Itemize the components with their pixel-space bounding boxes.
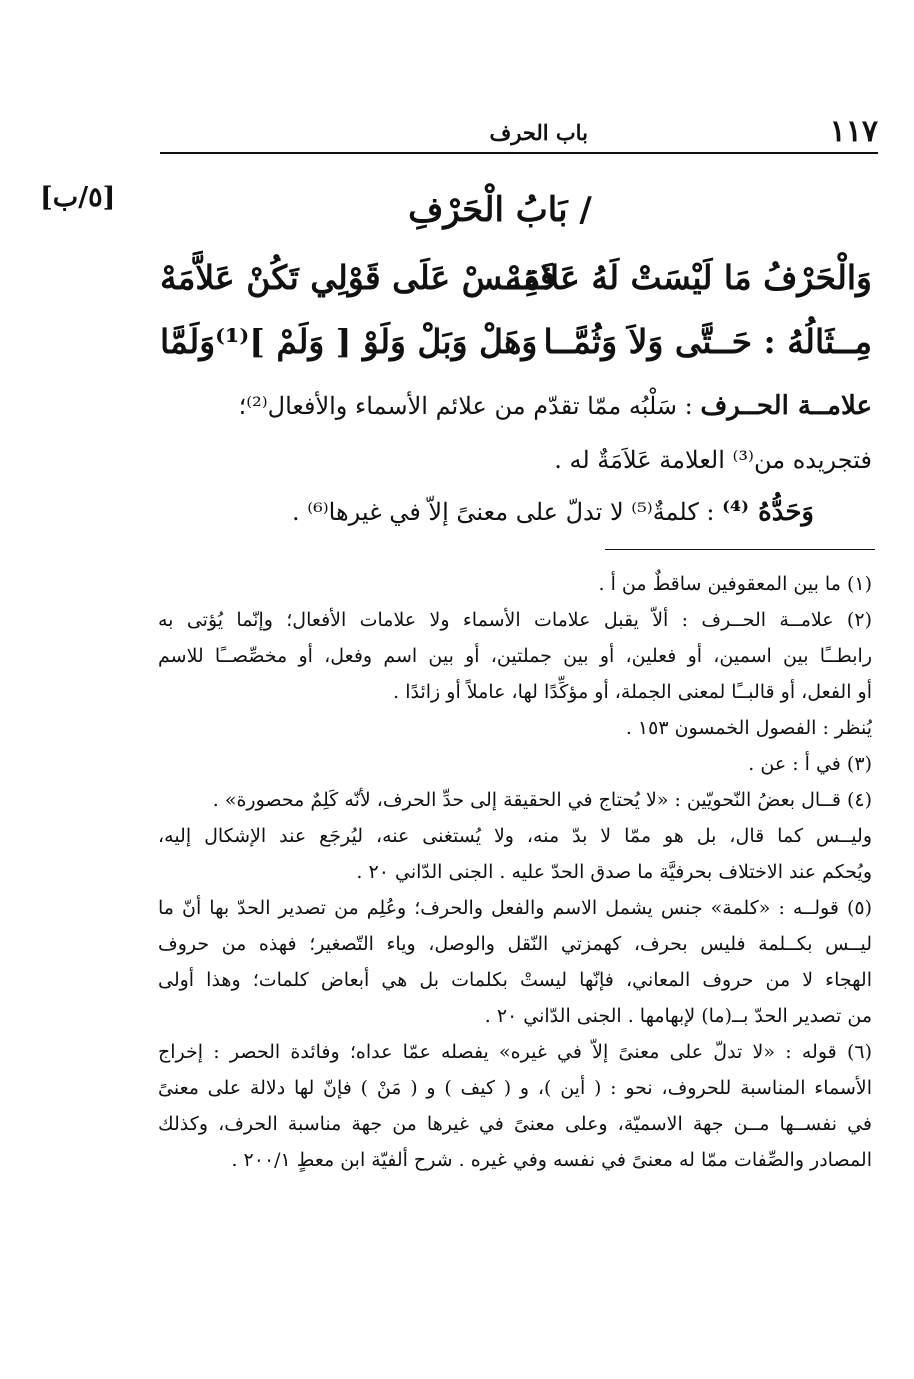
footnote-line: رابطــًا بين اسمين، أو فعلين، أو بين جملتين، أو بين اسم وفعل، أو مخصِّصــًا للاسم xyxy=(158,645,872,667)
body-paragraph-1 xyxy=(160,384,872,428)
footnote-line: (٤) قــال بعضُ النّحويّين : «لا يُحتاج في الحقيقة إلى حدِّ الحرف، لأنّه كَلِمٌ محصورة» . xyxy=(212,789,872,811)
footnote-line: أو الفعل، أو قالبــًا لمعنى الجملة، أو مؤكِّدًا لها، عاملاً أو زائدًا . xyxy=(393,681,872,703)
verse-1-second-hemistich: فَقِــسْ عَلَى قَوْلِي تَكُنْ عَلاَّمَهْ xyxy=(160,258,556,297)
body-3-lead: وَحَدُّهُ ⁽⁴⁾ xyxy=(722,497,814,527)
body-2-text: فتجريده من⁽³⁾ العلامة عَلاَمَةٌ له . xyxy=(554,446,872,474)
verse-2-first-hemistich: مِــثَالُهُ : حَــتَّى وَلاَ وَثُمَّــا xyxy=(543,322,872,361)
footnote-line: (٦) قوله : «لا تدلّ على معنىً إلاّ في غيره» يفصله عمّا عداه؛ وفائدة الحصر : إخراج xyxy=(158,1041,872,1063)
footnote-line: (١) ما بين المعقوفين ساقطٌ من أ . xyxy=(598,573,872,595)
footnote-line: من تصدير الحدّ بــ(ما) لإبهامها . الجنى الدّاني ٢٠ . xyxy=(484,1005,872,1027)
verse-2-second-hemistich: وَهَلْ وَبَلْ وَلَوْ [ وَلَمْ ]⁽¹⁾وَلَمَّا xyxy=(160,322,538,361)
footnotes xyxy=(158,566,872,1178)
body-3-text: : كلمةٌ⁽⁵⁾ لا تدلّ على معنىً إلاّ في غيرها⁽⁶⁾ . xyxy=(292,498,723,526)
verse-1-first-hemistich: وَالْحَرْفُ مَا لَيْسَتْ لَهُ عَلامَهْ xyxy=(505,258,872,297)
footnote-line: المصادر والصِّفات ممّا له معنىً في نفسه وفي غيره . شرح ألفيّة ابن معطٍ ٢٠٠/١ . xyxy=(231,1149,872,1171)
footnote-line: وليــس كما قال، بل هو ممّا لا بدّ منه، ولا يُستغنى عنه، ليُرجَع عند الإشكال إليه، xyxy=(158,825,872,847)
body-1-lead: علامــة الحــرف xyxy=(700,391,872,421)
footnote-line: يُنظر : الفصول الخمسون ١٥٣ . xyxy=(625,717,872,739)
footnote-separator xyxy=(605,549,875,550)
footnote-line: ويُحكم عند الاختلاف بحرفيَّة ما صدق الحدّ عليه . الجنى الدّاني ٢٠ . xyxy=(356,861,872,883)
running-title: باب الحرف xyxy=(489,120,588,145)
footnote-line: في نفســها مــن جهة الاسميّة، وعلى معنىً في غيرها من جهة مناسبة الحرف، وكذلك xyxy=(158,1113,872,1135)
page-number: ١١٧ xyxy=(829,114,878,149)
chapter-title: / بَابُ الْحَرْفِ xyxy=(408,190,592,230)
footnote-line: (٣) في أ : عن . xyxy=(748,753,872,775)
verse-line-2 xyxy=(160,322,872,376)
footnote-line: الأسماء المناسبة للحروف، نحو : ( أين )، و ( كيف ) و ( مَنْ ) فإنّ لها دلالة على معنىً xyxy=(158,1077,872,1099)
folio-marker: [٥/ب] xyxy=(40,182,116,213)
body-paragraph-2 xyxy=(160,438,872,482)
running-header xyxy=(160,112,878,154)
footnote-line: (٥) قولــه : «كلمة» جنس يشمل الاسم والفعل والحرف؛ وعُلِم من تصدير الحدّ بها أنّ ما xyxy=(158,897,872,919)
body-1-text: : سَلْبُه ممّا تقدّم من علائم الأسماء والأفعال⁽²⁾؛ xyxy=(238,392,701,420)
footnote-line: الهجاء لا من حروف المعاني، فإنّها ليستْ بكلمات بل هي أبعاض كلمات؛ وهذا أولى xyxy=(158,969,872,991)
footnote-line: ليــس بكــلمة فليس بحرف، كهمزتي النّقل والوصل، وياء التّصغير؛ فهذه من حروف xyxy=(158,933,872,955)
body-paragraph-3 xyxy=(160,490,872,534)
footnote-line: (٢) علامــة الحــرف : ألاّ يقبل علامات الأسماء ولا علامات الأفعال؛ وإنّما يُؤتى به xyxy=(158,609,872,631)
verse-line-1 xyxy=(160,258,872,312)
